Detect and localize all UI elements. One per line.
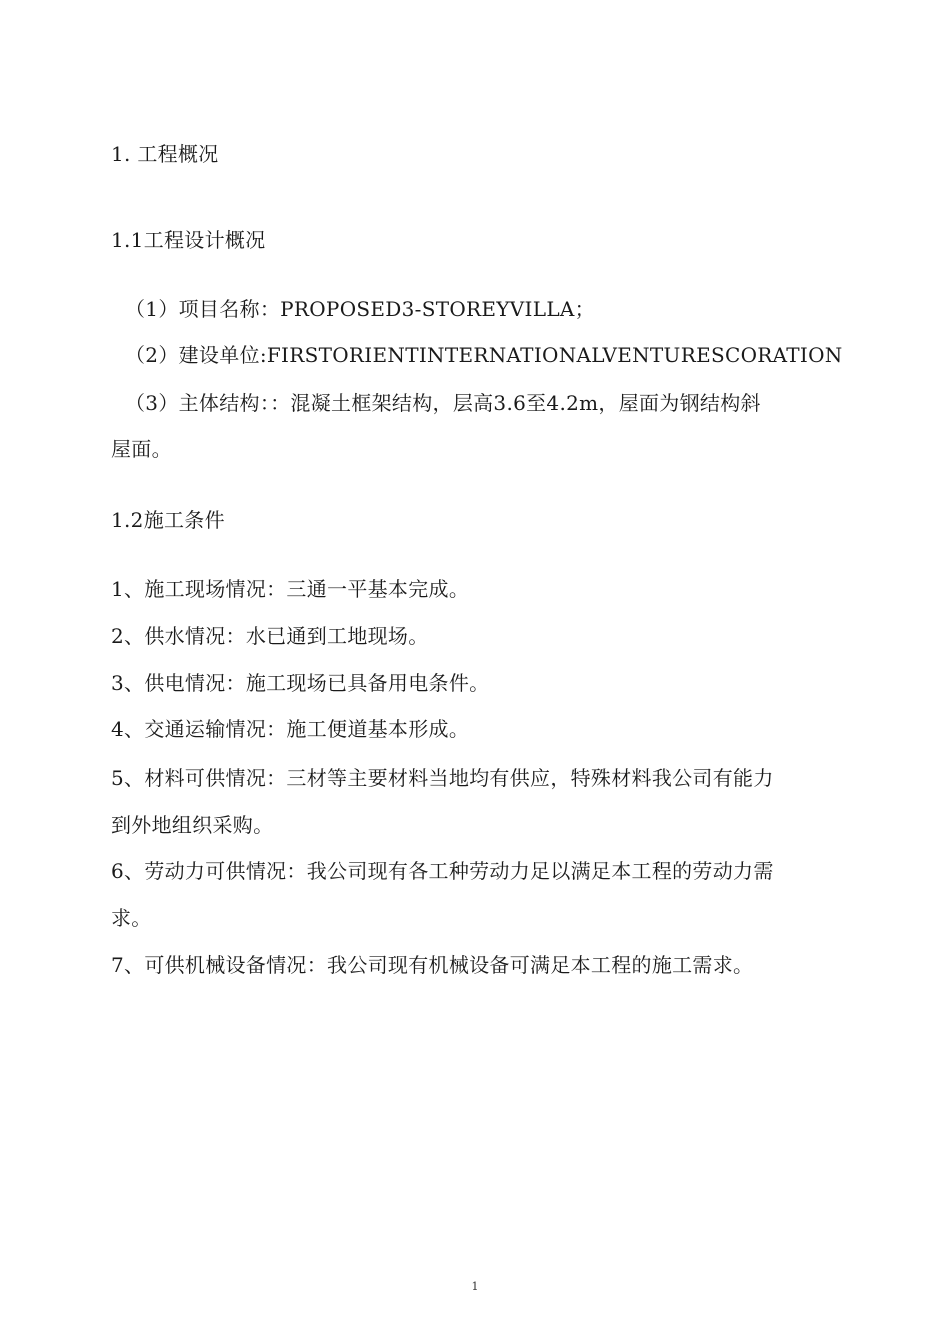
condition-item: 7、可供机械设备情况：我公司现有机械设备可满足本工程的施工需求。	[111, 953, 754, 977]
condition-item: 3、供电情况：施工现场已具备用电条件。	[111, 671, 490, 695]
condition-item: 4、交通运输情况：施工便道基本形成。	[111, 717, 470, 741]
section-heading-1: 1. 工程概况	[111, 142, 219, 166]
condition-item-continued: 到外地组织采购。	[111, 813, 274, 837]
condition-item: 6、劳动力可供情况：我公司现有各工种劳动力足以满足本工程的劳动力需	[111, 859, 774, 883]
condition-item-continued: 求。	[111, 906, 152, 930]
condition-item: 2、供水情况：水已通到工地现场。	[111, 624, 429, 648]
section-heading-1-1: 1.1工程设计概况	[111, 228, 266, 252]
condition-item: 1、施工现场情况：三通一平基本完成。	[111, 577, 470, 601]
condition-item: 5、材料可供情况：三材等主要材料当地均有供应，特殊材料我公司有能力	[111, 766, 774, 790]
design-item-project-name: （1）项目名称：PROPOSED3-STOREYVILLA；	[125, 297, 595, 321]
page-number: 1	[471, 1280, 479, 1293]
design-item-structure-continued: 屋面。	[111, 437, 172, 461]
design-item-client: （2）建设单位:FIRSTORIENTINTERNATIONALVENTURESCORATION	[125, 343, 843, 367]
design-item-structure: （3）主体结构：：混凝土框架结构，层高3.6至4.2m，屋面为钢结构斜	[125, 391, 761, 415]
section-heading-1-2: 1.2施工条件	[111, 508, 225, 532]
